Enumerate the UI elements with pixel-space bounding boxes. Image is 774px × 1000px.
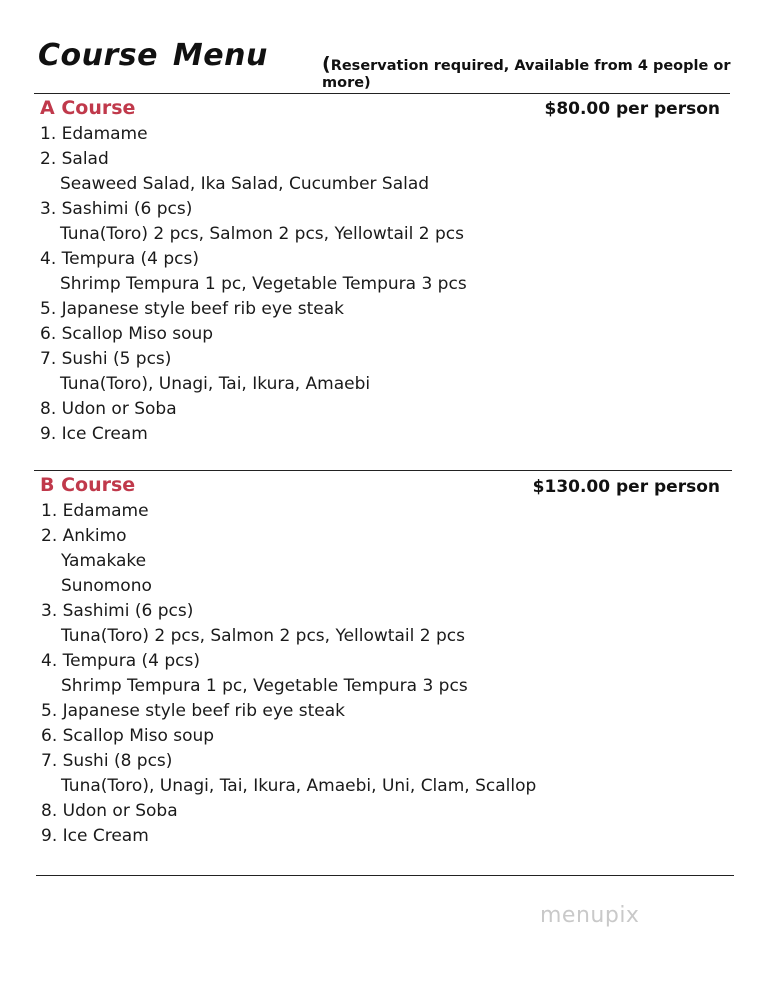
list-item: Tuna(Toro), Unagi, Tai, Ikura, Amaebi, Uni, Clam, Scallop — [61, 776, 537, 796]
list-item: 4. Tempura (4 pcs) — [40, 249, 199, 269]
list-item: Shrimp Tempura 1 pc, Vegetable Tempura 3 pcs — [61, 676, 468, 696]
footer-divider — [36, 875, 734, 876]
watermark: menupix — [540, 903, 640, 928]
list-item: 1. Edamame — [41, 501, 149, 521]
list-item: 3. Sashimi (6 pcs) — [41, 601, 194, 621]
list-item: 7. Sushi (8 pcs) — [41, 751, 173, 771]
list-item: 5. Japanese style beef rib eye steak — [40, 299, 345, 319]
list-item: 8. Udon or Soba — [41, 801, 178, 821]
page-title: Course Menu — [38, 38, 268, 73]
list-item: Seaweed Salad, Ika Salad, Cucumber Salad — [60, 174, 430, 194]
list-item: Tuna(Toro) 2 pcs, Salmon 2 pcs, Yellowtail 2 pcs — [60, 224, 464, 244]
list-item: 3. Sashimi (6 pcs) — [40, 199, 193, 219]
list-item: 1. Edamame — [40, 124, 148, 144]
list-item: 6. Scallop Miso soup — [40, 324, 214, 344]
list-item: 7. Sushi (5 pcs) — [40, 349, 172, 369]
list-item: 4. Tempura (4 pcs) — [41, 651, 200, 671]
list-item: 2. Ankimo — [41, 526, 127, 546]
reservation-note — [322, 53, 774, 91]
course-divider — [34, 470, 732, 471]
note-text: Reservation required, Available from 4 people or more) — [322, 58, 731, 91]
course-a-items — [40, 122, 467, 447]
list-item: Shrimp Tempura 1 pc, Vegetable Tempura 3 pcs — [60, 274, 467, 294]
list-item: 9. Ice Cream — [40, 424, 148, 444]
note-open-paren: ( — [322, 53, 331, 75]
course-b-price: $130.00 per person — [532, 477, 720, 497]
course-b-items — [41, 499, 536, 849]
list-item: 9. Ice Cream — [41, 826, 149, 846]
list-item: 8. Udon or Soba — [40, 399, 177, 419]
course-a-name: A Course — [40, 97, 136, 119]
list-item: Tuna(Toro), Unagi, Tai, Ikura, Amaebi — [60, 374, 371, 394]
list-item: Tuna(Toro) 2 pcs, Salmon 2 pcs, Yellowtail 2 pcs — [61, 626, 465, 646]
course-a-price: $80.00 per person — [544, 99, 720, 119]
course-b-name: B Course — [40, 474, 136, 496]
list-item: 2. Salad — [40, 149, 109, 169]
list-item: 5. Japanese style beef rib eye steak — [41, 701, 346, 721]
list-item: Sunomono — [61, 576, 152, 596]
list-item: Yamakake — [61, 551, 147, 571]
header-divider — [34, 93, 730, 94]
list-item: 6. Scallop Miso soup — [41, 726, 215, 746]
